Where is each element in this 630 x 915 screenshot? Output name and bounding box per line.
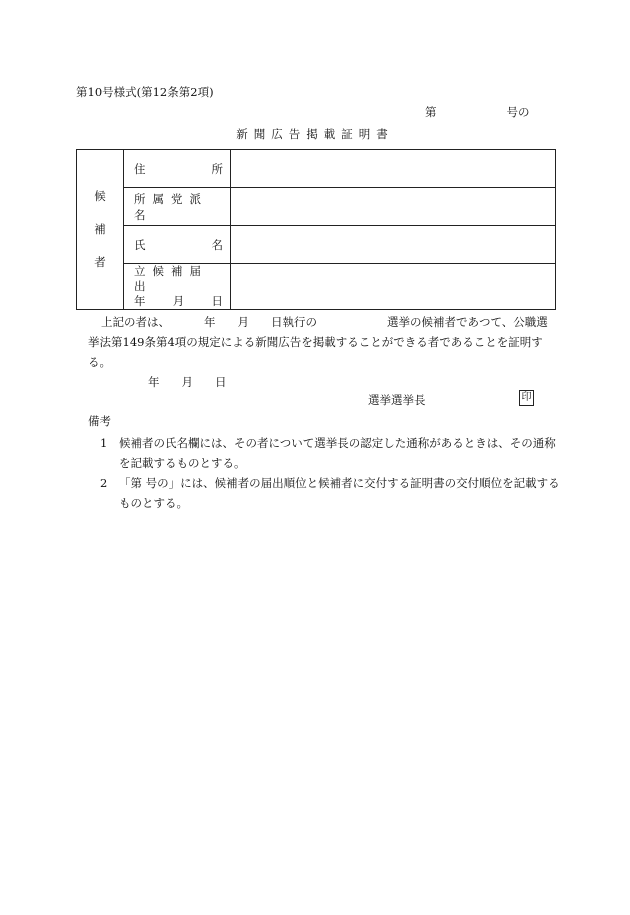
filing-date-label-line1: 立候補届出 <box>134 264 208 293</box>
name-field[interactable] <box>231 226 556 264</box>
filing-date-field[interactable] <box>231 264 556 310</box>
document-title: 新聞広告掲載証明書 <box>236 127 394 141</box>
address-field[interactable] <box>231 150 556 188</box>
name-label <box>124 226 231 264</box>
table-row <box>77 264 556 310</box>
table-row <box>77 226 556 264</box>
address-label <box>124 150 231 188</box>
party-label <box>124 188 231 226</box>
filing-day-label: 日 <box>211 293 223 308</box>
body-year: 年 <box>204 315 216 329</box>
table-row <box>77 150 556 188</box>
number-prefix: 第 <box>425 105 437 119</box>
side-label-char: 補 <box>94 222 106 237</box>
address-label-left: 住 <box>134 161 146 176</box>
certificate-number-line <box>425 104 530 120</box>
issue-day: 日 <box>215 375 227 389</box>
form-number-label: 第10号様式(第12条第2項) <box>76 85 214 99</box>
issue-date-line <box>148 374 227 390</box>
filing-date-label-line2 <box>134 294 223 309</box>
name-label-right: 名 <box>211 237 223 252</box>
issue-month: 月 <box>181 375 193 389</box>
filing-year-label: 年 <box>134 293 146 308</box>
party-field[interactable] <box>231 188 556 226</box>
party-label-text: 所属党派名 <box>134 191 208 222</box>
body-month: 月 <box>237 315 249 329</box>
certification-body <box>88 312 558 372</box>
remark-text: 候補者の氏名欄には、その者について選挙長の認定した通称があるときは、その通称を記載するものとする。 <box>119 436 556 470</box>
body-day-exec: 日執行の <box>271 315 317 329</box>
remark-item <box>100 473 560 513</box>
table-row <box>77 188 556 226</box>
election-chair-label: 選挙選挙長 <box>368 393 426 407</box>
name-label-left: 氏 <box>134 237 146 252</box>
candidate-table <box>76 149 556 310</box>
issue-year: 年 <box>148 375 160 389</box>
side-label-char: 者 <box>94 254 106 269</box>
candidate-side-label <box>77 150 124 310</box>
remark-number: 2 <box>100 476 108 490</box>
filing-month-label: 月 <box>172 293 185 308</box>
remarks-title: 備考 <box>88 414 111 428</box>
body-part2: 選挙の候補者であつて、公職選挙法第149条第4項の規定による新聞広告を掲載することができる者であることを証明する。 <box>88 315 548 369</box>
body-part1: 上記の者は、 <box>101 315 170 329</box>
address-label-right: 所 <box>211 161 223 176</box>
remark-text: 「第 号の」には、候補者の届出順位と候補者に交付する証明書の交付順位を記載するものとする。 <box>119 476 560 510</box>
seal-mark: 印 <box>519 390 534 406</box>
side-label-char: 候 <box>94 189 106 204</box>
filing-date-label <box>124 264 231 310</box>
number-suffix: 号の <box>506 105 530 119</box>
remark-number: 1 <box>100 436 108 450</box>
remark-item <box>100 433 560 473</box>
